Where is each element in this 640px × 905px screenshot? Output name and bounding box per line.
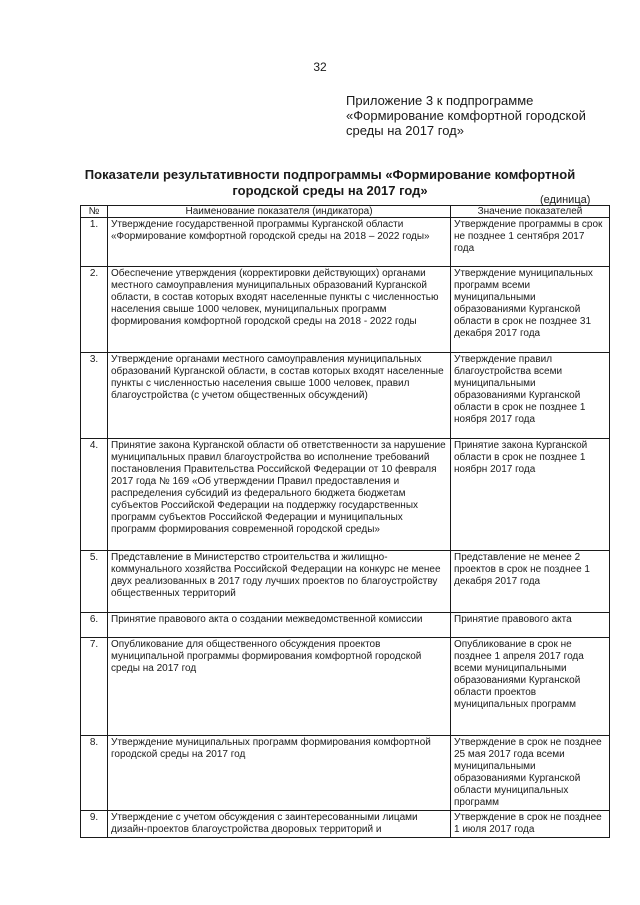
row-indicator-value: Принятие правового акта bbox=[451, 613, 610, 638]
row-indicator-name: Принятие закона Курганской области об ответственности за нарушение муниципальных правил благоустройства во исполнение требований постановления Правительства Российской Федерации от 10 февраля 2017 года № 169 «Об утверждении Правил предоставления и распределения субсидий из федерального бюджета бюджетам субъектов Российской Федерации на поддержку государственных программ субъектов Российской Федерации и муниципальных программ формирования современной городской среды» bbox=[108, 439, 451, 551]
row-indicator-name: Утверждение государственной программы Курганской области «Формирование комфортной городской среды на 2018 – 2022 годы» bbox=[108, 218, 451, 267]
table-row bbox=[81, 736, 610, 811]
table-header-row bbox=[81, 206, 610, 218]
row-indicator-value: Утверждение муниципальных программ всеми муниципальными образованиями Курганской области в срок не позднее 31 декабря 2017 года bbox=[451, 267, 610, 353]
row-number: 4. bbox=[81, 439, 108, 551]
row-number: 3. bbox=[81, 353, 108, 439]
table-row bbox=[81, 439, 610, 551]
row-number: 8. bbox=[81, 736, 108, 811]
appendix-line: Приложение 3 к подпрограмме bbox=[346, 93, 534, 108]
row-indicator-name: Утверждение муниципальных программ формирования комфортной городской среды на 2017 год bbox=[108, 736, 451, 811]
table-row bbox=[81, 353, 610, 439]
row-number: 5. bbox=[81, 551, 108, 613]
header-indicator-name: Наименование показателя (индикатора) bbox=[108, 206, 451, 218]
row-indicator-value: Утверждение программы в срок не позднее 1 сентября 2017 года bbox=[451, 218, 610, 267]
table-row bbox=[81, 613, 610, 638]
header-number: № bbox=[81, 206, 108, 218]
appendix-line: «Формирование комфортной городской bbox=[346, 108, 586, 123]
table-row bbox=[81, 218, 610, 267]
title-line: городской среды на 2017 год» bbox=[232, 183, 428, 198]
row-number: 1. bbox=[81, 218, 108, 267]
indicators-table bbox=[80, 205, 610, 838]
title-line: Показатели результативности подпрограммы «Формирование комфортной bbox=[84, 167, 576, 182]
appendix-caption bbox=[346, 93, 626, 138]
table-row bbox=[81, 638, 610, 736]
row-indicator-name: Утверждение с учетом обсуждения с заинтересованными лицами дизайн-проектов благоустройства дворовых территорий и bbox=[108, 811, 451, 838]
row-number: 6. bbox=[81, 613, 108, 638]
row-indicator-name: Утверждение органами местного самоуправления муниципальных образований Курганской области, в состав которых входят населенные пункты с численностью населения свыше 1000 человек, правил благоустройства (с учетом общественных обсуждений) bbox=[108, 353, 451, 439]
table-row bbox=[81, 267, 610, 353]
header-indicator-value: Значение показателей bbox=[451, 206, 610, 218]
row-indicator-name: Представление в Министерство строительства и жилищно-коммунального хозяйства Российской Федерации на конкурс не менее двух реализованных в 2017 году лучших проектов по благоустройству общественных территорий bbox=[108, 551, 451, 613]
row-indicator-value: Утверждение правил благоустройства всеми муниципальными образованиями Курганской области в срок не позднее 1 ноября 2017 года bbox=[451, 353, 610, 439]
row-indicator-name: Опубликование для общественного обсуждения проектов муниципальной программы формирования комфортной городской среды на 2017 год bbox=[108, 638, 451, 736]
document-title bbox=[70, 167, 590, 199]
row-indicator-value: Принятие закона Курганской области в срок не позднее 1 ноябрн 2017 года bbox=[451, 439, 610, 551]
row-indicator-value: Представление не менее 2 проектов в срок не позднее 1 декабря 2017 года bbox=[451, 551, 610, 613]
row-indicator-value: Опубликование в срок не позднее 1 апреля 2017 года всеми муниципальными образованиями Курганской области проектов муниципальных программ bbox=[451, 638, 610, 736]
row-indicator-value: Утверждение в срок не позднее 25 мая 2017 года всеми муниципальными образованиями Курганской области муниципальных программ bbox=[451, 736, 610, 811]
row-indicator-name: Обеспечение утверждения (корректировки действующих) органами местного самоуправления муниципальных образований Курганской области, в состав которых входят населенные пункты с численностью населения свыше 1000 человек, муниципальных программ формирования комфортной городской среды на 2018 - 2022 годы bbox=[108, 267, 451, 353]
row-number: 2. bbox=[81, 267, 108, 353]
page-number: 32 bbox=[313, 60, 327, 74]
row-number: 7. bbox=[81, 638, 108, 736]
row-indicator-name: Принятие правового акта о создании межведомственной комиссии bbox=[108, 613, 451, 638]
table-row bbox=[81, 551, 610, 613]
row-indicator-value: Утверждение в срок не позднее 1 июля 2017 года bbox=[451, 811, 610, 838]
units-label: (единица) bbox=[540, 194, 591, 206]
appendix-line: среды на 2017 год» bbox=[346, 123, 464, 138]
table-row bbox=[81, 811, 610, 838]
row-number: 9. bbox=[81, 811, 108, 838]
